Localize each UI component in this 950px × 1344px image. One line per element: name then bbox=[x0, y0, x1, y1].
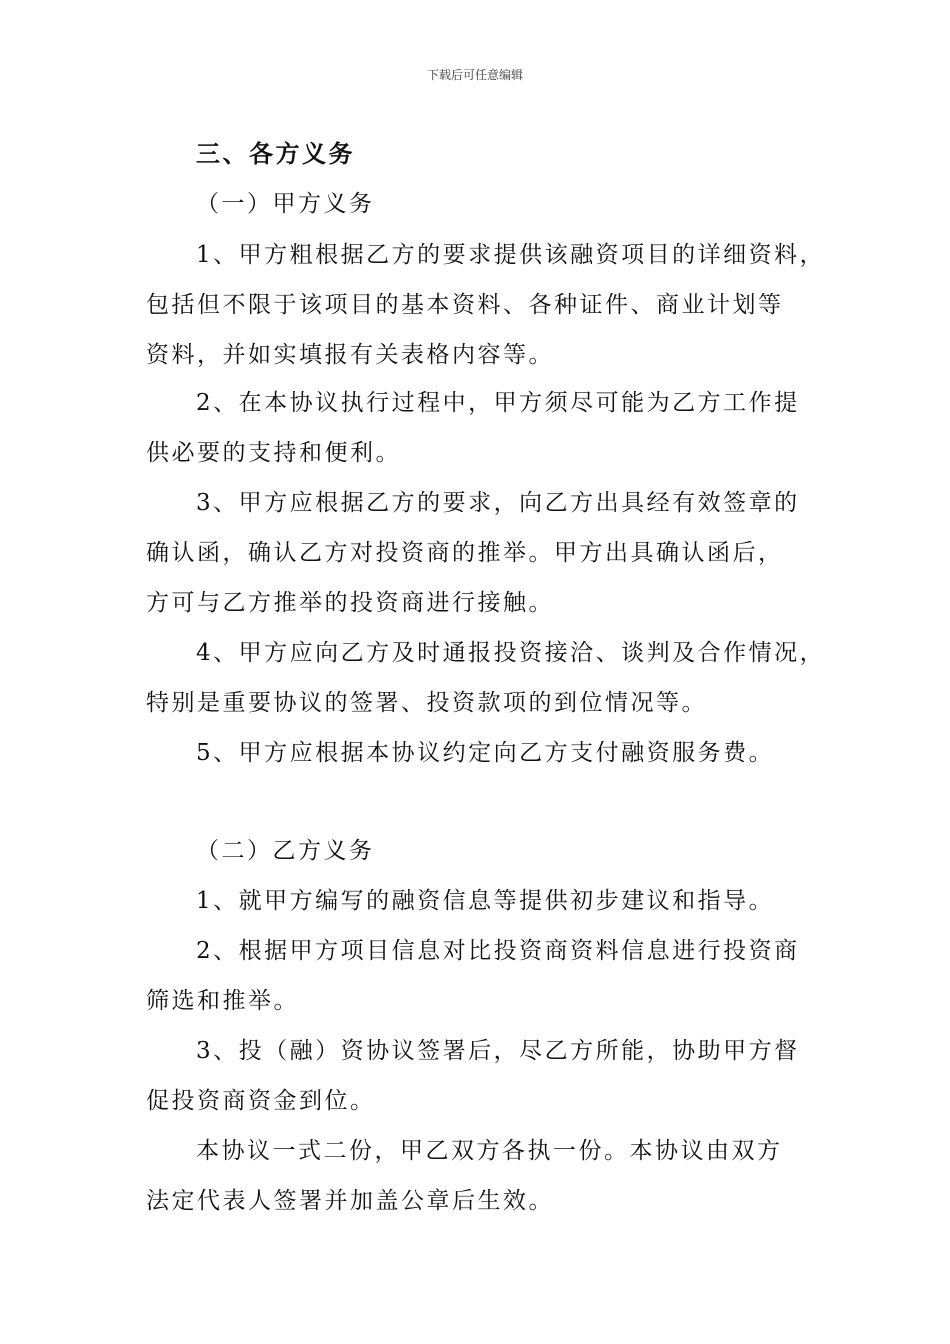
party-a-line: 确认函，确认乙方对投资商的推举。甲方出具确认函后， bbox=[146, 540, 784, 566]
party-b-line: 3、投（融）资协议签署后，尽乙方所能，协助甲方督 bbox=[196, 1038, 800, 1064]
party-b-heading: （二）乙方义务 bbox=[196, 838, 375, 864]
section-title: 三、各方义务 bbox=[196, 139, 355, 168]
party-a-line: 资料，并如实填报有关表格内容等。 bbox=[146, 342, 554, 368]
party-a-line: 2、在本协议执行过程中，甲方须尽可能为乙方工作提 bbox=[196, 390, 800, 416]
party-b-line: 促投资商资金到位。 bbox=[146, 1088, 376, 1114]
closing-line: 法定代表人签署并加盖公章后生效。 bbox=[146, 1188, 554, 1214]
party-a-line: 5、甲方应根据本协议约定向乙方支付融资服务费。 bbox=[196, 740, 775, 766]
party-a-line: 方可与乙方推举的投资商进行接触。 bbox=[146, 590, 554, 616]
page-header-note: 下载后可任意编辑 bbox=[426, 68, 523, 82]
party-a-heading: （一）甲方义务 bbox=[196, 191, 375, 217]
party-a-line: 3、甲方应根据乙方的要求，向乙方出具经有效签章的 bbox=[196, 490, 800, 516]
party-b-line: 2、根据甲方项目信息对比投资商资料信息进行投资商 bbox=[196, 938, 800, 964]
party-b-line: 1、就甲方编写的融资信息等提供初步建议和指导。 bbox=[196, 888, 775, 914]
party-a-line: 特别是重要协议的签署、投资款项的到位情况等。 bbox=[146, 690, 707, 716]
closing-line: 本协议一式二份，甲乙双方各执一份。本协议由双方 bbox=[196, 1138, 783, 1164]
party-a-line: 4、甲方应向乙方及时通报投资接洽、谈判及合作情况， bbox=[196, 640, 826, 666]
party-a-line: 包括但不限于该项目的基本资料、各种证件、商业计划等 bbox=[146, 292, 784, 318]
party-a-line: 1、甲方粗根据乙方的要求提供该融资项目的详细资料， bbox=[196, 242, 826, 268]
party-a-line: 供必要的支持和便利。 bbox=[146, 440, 401, 466]
party-b-line: 筛选和推举。 bbox=[146, 988, 299, 1014]
